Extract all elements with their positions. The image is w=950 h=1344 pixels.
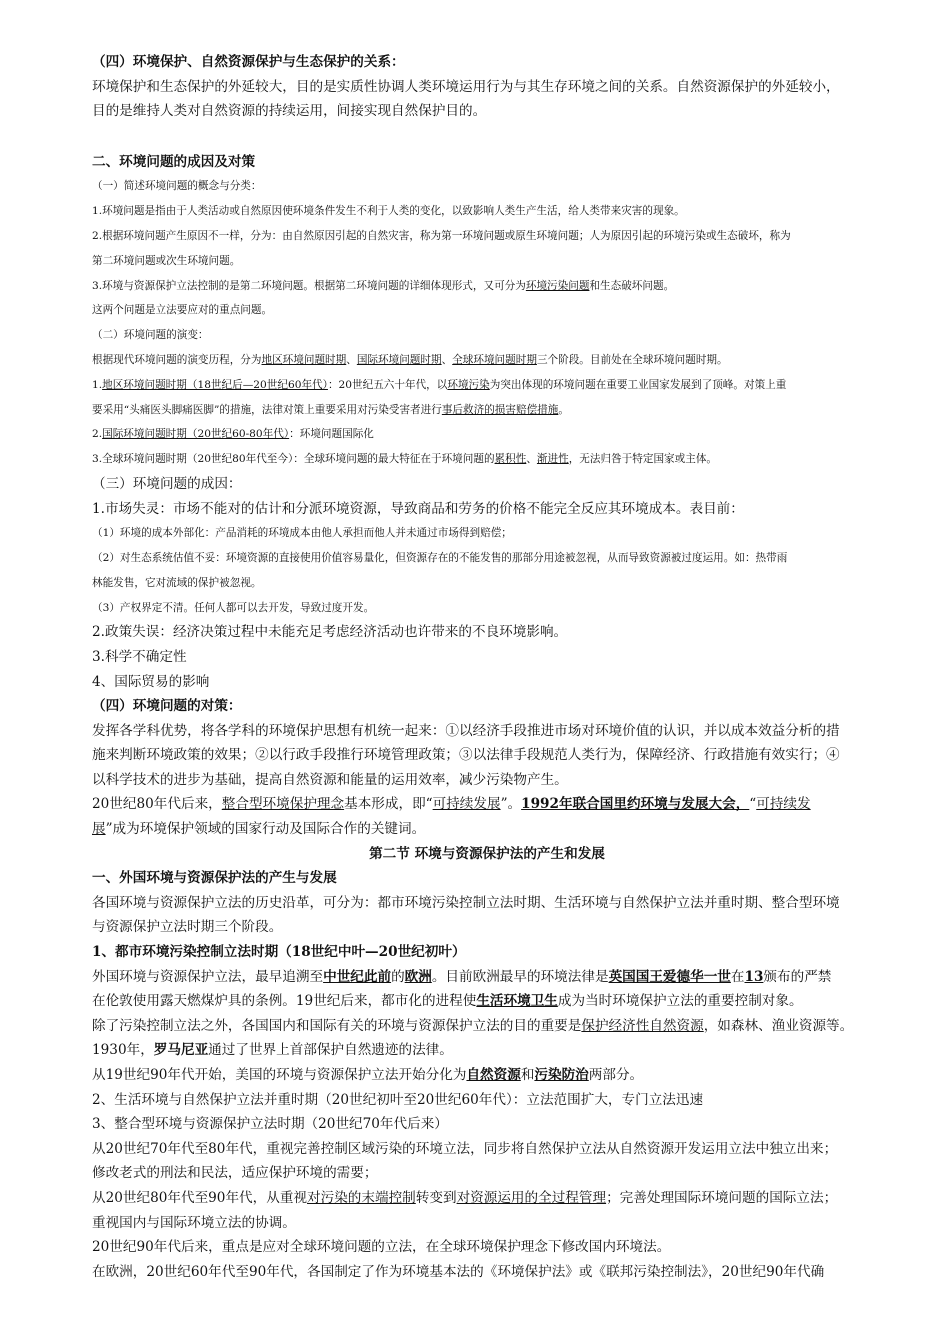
text-line xyxy=(92,199,882,224)
text-run: 3、整合型环境与资源保护立法时期（20世纪70年代后来） xyxy=(92,1116,448,1133)
emphasized-text: 全球环境问题时期 xyxy=(452,353,537,366)
text-run: ，无法归咎于特定国家或主体。 xyxy=(568,453,718,466)
emphasized-text: 事后救济的损害赔偿措施 xyxy=(441,403,559,416)
text-run: 修改老式的刑法和民法，适应保护环境的需要； xyxy=(92,1165,378,1182)
emphasized-text: 生活环境卫生 xyxy=(476,993,558,1010)
text-run: 在欧洲，20世纪60年代至90年代，各国制定了作为环境基本法的《环境保护法》或《联邦污染控制法》，20世纪90年代确 xyxy=(92,1263,825,1280)
section-heading: 1、都市环境污染控制立法时期（18世纪中叶—20世纪初叶） xyxy=(92,944,466,961)
text-run: 1.市场失灵：市场不能对的估计和分派环境资源，导致商品和劳务的价格不能完全反应其环境成本。表目前： xyxy=(92,500,744,517)
text-line xyxy=(92,891,882,916)
text-run: 、 xyxy=(346,353,357,366)
text-line xyxy=(92,348,882,373)
text-run: 。 xyxy=(558,403,569,416)
text-run: 的 xyxy=(391,968,405,985)
section-heading: 一、外国环境与资源保护法的产生与发展 xyxy=(92,870,337,887)
emphasized-text: 累积性 xyxy=(494,453,527,466)
text-run: ”成为环境保护领域的国家行动及国际合作的关键词。 xyxy=(105,821,426,838)
text-line xyxy=(92,1260,882,1285)
emphasized-text: 可持续发 xyxy=(756,796,811,813)
emphasized-text: 渐进性 xyxy=(536,453,569,466)
text-line xyxy=(92,915,882,940)
text-line xyxy=(92,373,882,398)
emphasized-text: 对污染的末端控制 xyxy=(307,1189,416,1206)
text-run: （三）环境问题的成因： xyxy=(92,475,242,492)
section-heading: （四）环境问题的对策： xyxy=(92,698,242,715)
text-line xyxy=(92,274,882,299)
text-run: 和 xyxy=(520,1067,535,1083)
text-line xyxy=(92,75,882,100)
text-run: “ xyxy=(749,796,757,813)
text-run: 20世纪90年代后来，重点是应对全球环境问题的立法，在全球环境保护理念下修改国内环境法。 xyxy=(92,1239,671,1256)
emphasized-text: 国际环境问题时期 xyxy=(356,353,442,366)
text-run: 施来判断环境政策的效果；②以行政手段推行环境管理政策；③以法律手段规范人类行为，保障经济、行政措施有效实行；④ xyxy=(92,747,840,764)
text-run: 。目前欧洲最早的环境法律是 xyxy=(431,968,609,985)
text-run: 外国环境与资源保护立法，最早追溯至 xyxy=(92,968,324,985)
text-run: 从19世纪90年代开始，美国的环境与资源保护立法开始分化为 xyxy=(92,1067,467,1083)
text-line xyxy=(92,1137,882,1162)
text-run: 1.环境问题是指由于人类活动或自然原因使环境条件发生不利于人类的变化，以致影响人类生产生活，给人类带来灾害的现象。 xyxy=(92,205,685,218)
text-line xyxy=(92,1186,882,1211)
text-run: 2. xyxy=(92,428,103,441)
text-run: 1. xyxy=(92,378,103,391)
text-run: 根据现代环境问题的演变历程，分为 xyxy=(92,353,262,366)
text-run: 第二环境问题或次生环境问题。 xyxy=(92,254,241,267)
emphasized-text: 罗马尼亚 xyxy=(153,1042,209,1059)
text-line xyxy=(92,249,882,274)
emphasized-text: 英国国王爱德华一世 xyxy=(608,968,731,985)
paragraph-gap xyxy=(92,124,882,150)
text-line xyxy=(92,1235,882,1260)
emphasized-text: 国际环境问题时期（20世纪60-80年代） xyxy=(102,428,290,441)
emphasized-text: 环境污染 xyxy=(447,378,490,391)
text-run: 目的是维持人类对自然资源的持续运用，间接实现自然保护目的。 xyxy=(92,103,487,120)
text-run: ：环境问题国际化 xyxy=(289,428,374,441)
text-run: ”。 xyxy=(500,796,522,813)
text-line xyxy=(92,1014,882,1039)
emphasized-text: 保护经济性自然资源 xyxy=(581,1017,704,1034)
text-line xyxy=(92,99,882,124)
text-line xyxy=(92,521,882,546)
text-run: 2、生活环境与自然保护立法并重时期（20世纪初叶至20世纪60年代）：立法范围扩大，专门立法迅速 xyxy=(92,1091,704,1108)
text-line xyxy=(92,224,882,249)
section-heading: （四）环境保护、自然资源保护与生态保护的关系： xyxy=(92,54,405,70)
emphasized-text: 中世纪此前 xyxy=(323,968,392,985)
text-line xyxy=(92,497,882,522)
text-run: 在 xyxy=(730,968,745,985)
text-line xyxy=(92,472,882,497)
text-run: （3）产权界定不清。任何人都可以去开发，导致过度开发。 xyxy=(92,601,375,614)
emphasized-text: 对资源运用的全过程管理 xyxy=(456,1189,607,1206)
text-run: 1930年， xyxy=(92,1042,154,1059)
text-line xyxy=(92,1211,882,1236)
section-heading: 二、环境问题的成因及对策 xyxy=(92,153,256,170)
text-run: 、 xyxy=(526,453,537,466)
text-run: （1）环境的成本外部化：产品消耗的环境成本由他人承担而他人并未通过市场得到赔偿； xyxy=(92,527,512,540)
text-line xyxy=(92,422,882,447)
text-line xyxy=(92,571,882,596)
text-run: 3.全球环境问题时期（20世纪80年代至今）：全球环境问题的最大特征在于环境问题的 xyxy=(92,453,495,466)
text-line xyxy=(92,1112,882,1137)
text-run: ：20世纪五六十年代，以 xyxy=(327,378,448,391)
text-run: 除了污染控制立法之外，各国国内和国际有关的环境与资源保护立法的目的重要是 xyxy=(92,1017,582,1034)
text-run: 颁布的严禁 xyxy=(763,968,832,985)
text-line xyxy=(92,620,882,645)
text-line xyxy=(92,298,882,323)
text-line xyxy=(92,323,882,348)
text-line xyxy=(92,792,882,817)
text-line xyxy=(92,743,882,768)
text-line xyxy=(92,817,882,842)
text-line xyxy=(92,965,882,990)
text-run: 从20世纪70年代至80年代，重视完善控制区域污染的环境立法，同步将自然保护立法从自然资源开发运用立法中独立出来； xyxy=(92,1140,838,1157)
text-run: 4、国际贸易的影响 xyxy=(92,673,210,690)
emphasized-text: 1992年联合国里约环境与发展大会， xyxy=(521,796,750,813)
text-run: ，如森林、渔业资源等。 xyxy=(703,1017,854,1034)
text-line xyxy=(92,719,882,744)
emphasized-text: 环境污染问题 xyxy=(525,279,590,292)
emphasized-text: 13 xyxy=(744,968,764,985)
emphasized-text: 污染防治 xyxy=(534,1067,589,1083)
text-run: （一）简述环境问题的概念与分类： xyxy=(92,180,262,193)
text-run: 各国环境与资源保护立法的历史沿革，可分为：都市环境污染控制立法时期、生活环境与自然保护立法并重时期、整合型环境 xyxy=(92,894,840,911)
text-line xyxy=(92,546,882,571)
text-run: 2.根据环境问题产生原因不一样，分为：由自然原因引起的自然灾害，称为第一环境问题或原生环境问题；人为原因引起的环境污染或生态破坏，称为 xyxy=(92,229,791,242)
text-line xyxy=(92,768,882,793)
text-run: 三个阶段。目前处在全球环境问题时期。 xyxy=(536,353,728,366)
text-run: 转变到 xyxy=(415,1189,457,1206)
text-line xyxy=(92,670,882,695)
text-run: 要采用“头痛医头脚痛医脚”的措施，法律对策上重要采用对污染受害者进行 xyxy=(92,403,442,416)
text-line xyxy=(92,1038,882,1063)
text-run: 从20世纪80年代至90年代，从重视 xyxy=(92,1189,308,1206)
text-run: 重视国内与国际环境立法的协调。 xyxy=(92,1214,296,1231)
text-run: 和生态破坏问题。 xyxy=(589,279,675,292)
document-page xyxy=(92,50,882,1284)
text-run: 以科学技术的进步为基础，提高自然资源和能量的运用效率，减少污染物产生。 xyxy=(92,771,568,788)
text-run: 基本形成，即“ xyxy=(344,796,433,813)
text-run: 这两个问题是立法要应对的重点问题。 xyxy=(92,304,273,317)
text-line xyxy=(92,398,882,423)
emphasized-text: 整合型环境保护理念 xyxy=(221,796,345,813)
text-run: （2）对生态系统估值不妥：环境资源的直接使用价值容易量化，但资源存在的不能发售的那部分用途被忽视，从而导致资源被过度运用。如：热带雨 xyxy=(92,551,788,564)
text-line xyxy=(92,1161,882,1186)
text-run: 、 xyxy=(441,353,453,366)
text-run: （二）环境问题的演变： xyxy=(92,329,209,342)
text-run: 林能发售，它对流域的保护被忽视。 xyxy=(92,576,262,589)
text-run: 2.政策失误：经济决策过程中未能充足考虑经济活动也许带来的不良环境影响。 xyxy=(92,624,568,641)
text-run: 环境保护和生态保护的外延较大，目的是实质性协调人类环境运用行为与其生存环境之间的关系。自然资源保护的外延较小， xyxy=(92,78,840,95)
text-line xyxy=(92,596,882,621)
text-line xyxy=(92,1063,882,1088)
text-line xyxy=(92,645,882,670)
text-line xyxy=(92,989,882,1014)
emphasized-text: 地区环境问题时期 xyxy=(261,353,347,366)
text-run: 通过了世界上首部保护自然遗迹的法律。 xyxy=(208,1042,453,1059)
emphasized-text: 欧洲 xyxy=(404,968,432,985)
text-line xyxy=(92,447,882,472)
text-run: 与资源保护立法时期三个阶段。 xyxy=(92,919,283,936)
text-run: ；完善处理国际环境问题的国际立法； xyxy=(606,1189,838,1206)
text-run: 3.科学不确定性 xyxy=(92,648,187,665)
emphasized-text: 展 xyxy=(92,821,106,838)
text-line xyxy=(92,1088,882,1113)
text-run: 3.环境与资源保护立法控制的是第二环境问题。根据第二环境问题的详细体现形式，又可分为 xyxy=(92,279,526,292)
text-run: 在伦敦使用露天燃煤炉具的条例。19世纪后来，都市化的进程使 xyxy=(92,993,477,1010)
text-line xyxy=(92,174,882,199)
emphasized-text: 地区环境问题时期（18世纪后—20世纪60年代） xyxy=(102,378,328,391)
chapter-heading: 第二节 环境与资源保护法的产生和发展 xyxy=(369,845,605,862)
emphasized-text: 自然资源 xyxy=(466,1067,521,1083)
text-run: 为突出体现的环境问题在重要工业国家发展到了顶峰。对策上重 xyxy=(489,378,787,391)
emphasized-text: 可持续发展 xyxy=(432,796,501,813)
text-run: 成为当时环境保护立法的重要控制对象。 xyxy=(557,993,803,1010)
text-run: 发挥各学科优势，将各学科的环境保护思想有机统一起来：①以经济手段推进市场对环境价值的认识，并以成本效益分析的措 xyxy=(92,722,840,739)
text-run: 20世纪80年代后来， xyxy=(92,796,222,813)
text-run: 两部分。 xyxy=(588,1067,644,1083)
